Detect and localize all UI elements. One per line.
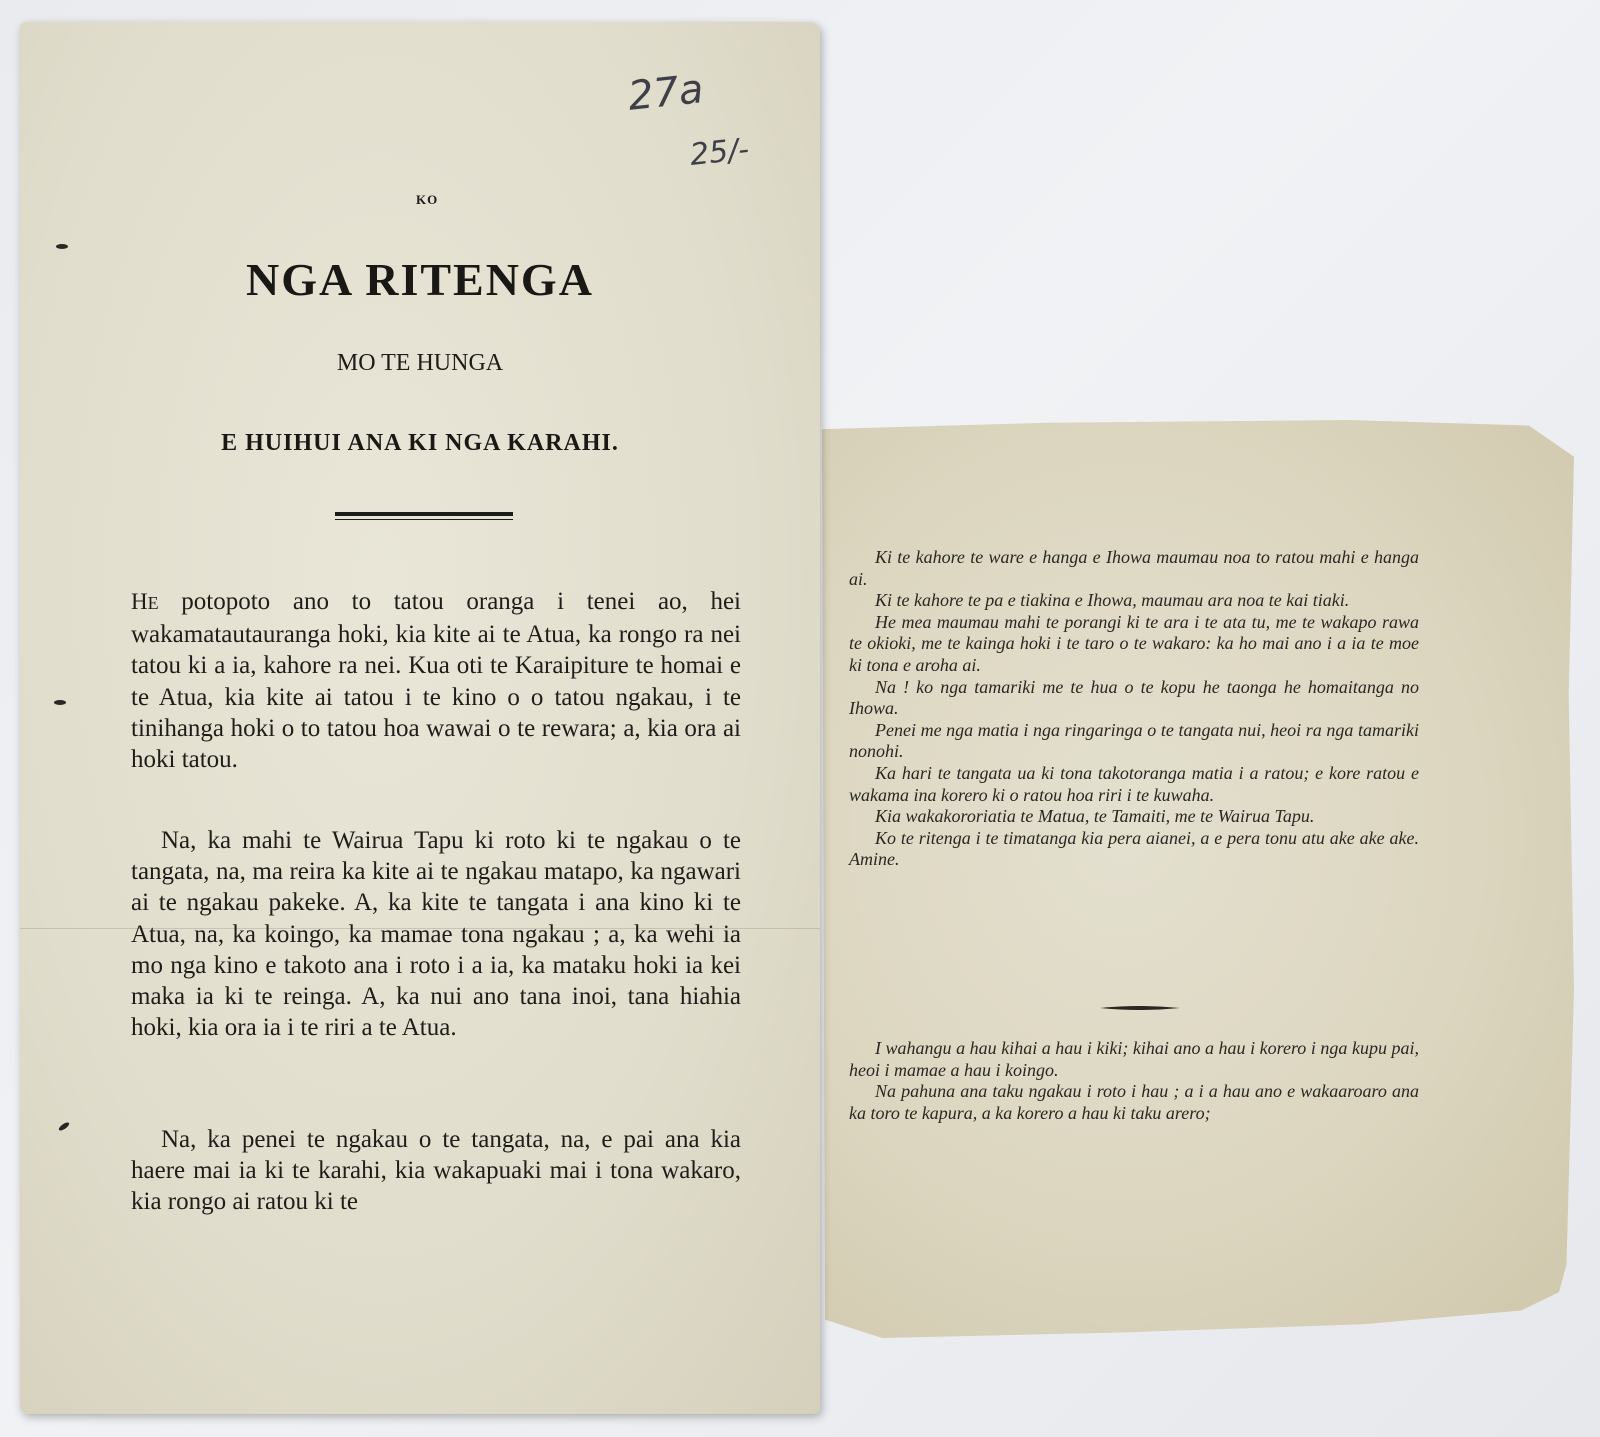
handwritten-price: 25/- [688,132,751,173]
pin-hole-mark [54,700,66,705]
paragraph-3 [131,1124,741,1218]
drop-cap: H [131,589,148,614]
verse: Na ! ko nga tamariki me te hua o te kopu he taonga he homaitanga no Ihowa. [849,676,1419,719]
paragraph-text: Na, ka penei te ngakau o te tangata, na, e pai ana kia haere mai ia ki te karahi, kia wakapuaki mai i tona wakaro, kia rongo ai ratou ki te [131,1126,741,1216]
title-divider [335,512,513,520]
paragraph-2 [131,825,741,1043]
subtitle-secondary: E HUIHUI ANA KI NGA KARAHI. [221,430,619,456]
paragraph-text: potopoto ano to tatou oranga i tenei ao, hei wakamatautauranga hoki, kia kite ai te Atua, ka rongo ra nei tatou ki a ia, kahore ra nei. Kua oti te Karaipiture te homai e te Atua, kia kite ai tatou i te kino o o tatou ngakau, i te tinihanga hoki o to tatou hoa wawai o te rewara; a, kia ora ai hoki tatou. [131,588,741,774]
verse: He mea maumau mahi te porangi ki te ara i te ata tu, me te wakapo rawa te okioki, me te kainga hoki i te taro o te wakaro: ka ho mai ano i a ia te moe ki tona e aroha ai. [849,611,1419,675]
title-prefix: KO [416,192,439,207]
verse: Na pahuna ana taku ngakau i roto i hau ; a i a hau ano e wakaaroaro ana ka toro te kapura, a ka korero a hau ki taku arero; [849,1081,1419,1123]
handwritten-note: 27a [625,66,706,120]
subtitle: MO TE HUNGA [336,350,504,376]
verse: I wahangu a hau kihai a hau i kiki; kihai ano a hau i korero i nga kupu pai, heoi i mamae a hau i koingo. [849,1038,1419,1080]
verse: Ki te kahore te pa e tiakina e Ihowa, maumau ara noa te kai tiaki. [875,590,1350,611]
pin-hole-mark [56,244,68,249]
paragraph-text: Na, ka mahi te Wairua Tapu ki roto ki te ngakau o te tangata, na, ma reira ka kite ai te ngakau matapo, ka ngawari ai te ngakau pakeke. A, ka kite te tangata i ana kino ki te Atua, na, ka koingo, ka mamae tona ngakau ; a, ka wehi ia mo nga kino e takoto ana i roto i a ia, ka mataku hoki ia kei maka ia ki te reinga. A, ka nui ano tana inoi, tana hiahia hoki, kia ora ia i te riri a te Atua. [131,827,741,1042]
ornamental-rule [1100,1004,1180,1012]
page-title: NGA RITENGA [246,254,594,305]
small-cap: E [147,593,159,613]
verse: Kia wakakororiatia te Matua, te Tamaiti, me te Wairua Tapu. [875,806,1315,827]
verse: Ki te kahore te ware e hanga e Ihowa maumau noa to ratou mahi e hanga ai. [849,547,1419,589]
verse: Ka hari te tangata ua ki tona takotoranga matia i a ratou; e kore ratou e wakama ina korero ki o ratou hoa riri i te kuwaha. [849,762,1419,805]
right-verses-block-2 [849,1038,1419,1124]
paragraph-1 [131,586,741,775]
right-verses-block-1 [849,547,1419,871]
verse: Penei me nga matia i nga ringaringa o te tangata nui, heoi ra nga tamariki nonohi. [849,719,1419,762]
verse: Ko te ritenga i te timatanga kia pera aianei, a e pera tonu atu ake ake ake. Amine. [849,827,1419,870]
